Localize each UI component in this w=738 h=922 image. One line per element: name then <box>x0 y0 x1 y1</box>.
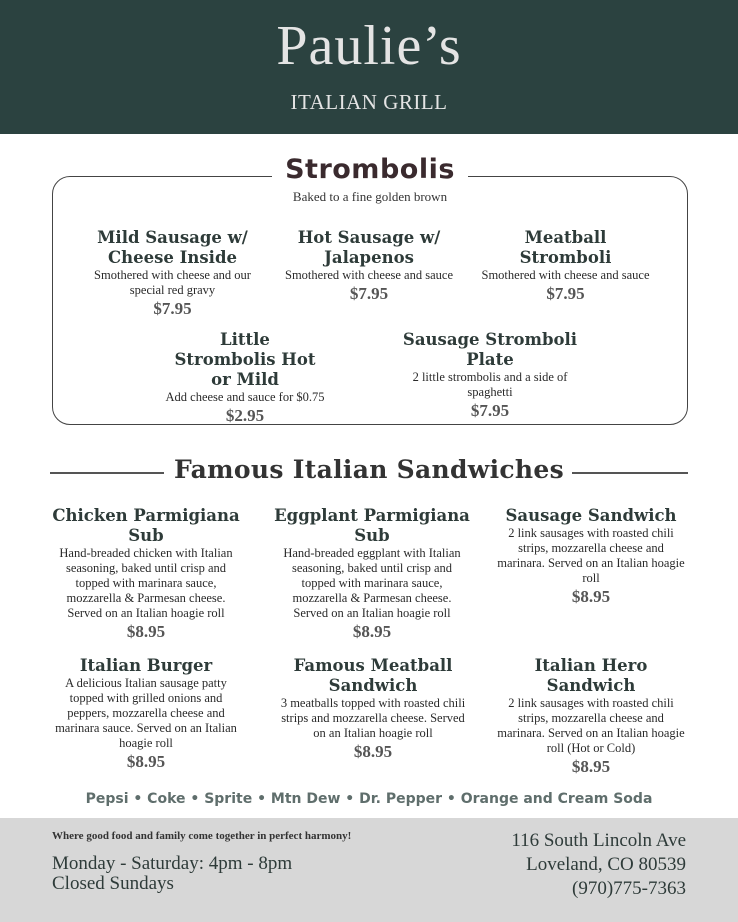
item-name: Sausage Stromboli Plate <box>402 330 578 369</box>
strombolis-subtitle: Baked to a fine golden brown <box>292 189 448 204</box>
item-name: Mild Sausage w/ Cheese Inside <box>97 228 248 267</box>
menu-item <box>285 228 453 304</box>
strombolis-title: Strombolis <box>285 154 455 185</box>
menu-item <box>496 656 686 777</box>
item-price: $2.95 <box>225 406 265 425</box>
drinks-list: Pepsi • Coke • Sprite • Mtn Dew • Dr. Pepper • Orange and Cream Soda <box>85 791 653 807</box>
header-banner <box>0 0 738 134</box>
item-price: $8.95 <box>126 622 166 641</box>
address-city: Loveland, CO 80539 <box>526 854 686 875</box>
tagline: Where good food and family come together in perfect harmony! <box>52 830 352 842</box>
restaurant-subtitle: ITALIAN GRILL <box>290 90 448 114</box>
item-desc: Add cheese and sauce for $0.75 <box>165 390 325 404</box>
item-price: $8.95 <box>571 587 611 606</box>
item-price: $8.95 <box>352 622 392 641</box>
menu-item <box>48 506 244 642</box>
item-name: Chicken Parmigiana Sub <box>52 506 240 545</box>
menu-item <box>48 656 244 772</box>
divider-left <box>50 472 164 474</box>
strombolis-heading <box>272 152 468 208</box>
address <box>511 829 686 901</box>
item-desc: A delicious Italian sausage patty topped with grilled onions and peppers, mozzarella cheese and marinara sauce. Served on an Italian hoagie roll <box>55 676 237 750</box>
hours-sunday: Closed Sundays <box>52 873 174 894</box>
item-price: $7.95 <box>546 284 585 303</box>
item-name: Meatball Stromboli <box>519 228 612 267</box>
item-desc: 3 meatballs topped with roasted chili strips and mozzarella cheese. Served on an Italian hoagie roll <box>280 696 466 740</box>
menu-item <box>395 330 585 421</box>
menu-item <box>274 506 470 642</box>
address-street: 116 South Lincoln Ave <box>511 830 686 851</box>
item-desc: 2 little strombolis and a side of spaghetti <box>412 370 568 399</box>
item-name: Little Strombolis Hot or Mild <box>174 330 316 389</box>
item-name: Sausage Sandwich <box>505 506 677 525</box>
menu-item <box>150 330 340 426</box>
item-name: Italian Burger <box>79 656 213 675</box>
item-desc: Hand-breaded eggplant with Italian seasoning, baked until crisp and topped with marinara sauce, mozzarella & Parmesan cheese. Served on an Italian hoagie roll <box>283 546 461 620</box>
footer <box>0 818 738 922</box>
item-name: Famous Meatball Sandwich <box>293 656 453 695</box>
item-desc: Smothered with cheese and sauce <box>285 268 453 282</box>
phone-number: (970)775-7363 <box>572 878 686 899</box>
item-name: Italian Hero Sandwich <box>534 656 648 695</box>
hours-weekday: Monday - Saturday: 4pm - 8pm <box>52 853 293 874</box>
menu-item <box>496 506 686 607</box>
item-price: $7.95 <box>153 299 192 318</box>
sandwiches-heading <box>0 455 738 484</box>
menu-item <box>278 656 468 762</box>
item-price: $8.95 <box>353 742 393 761</box>
item-desc: Smothered with cheese and our special red gravy <box>94 268 251 297</box>
item-price: $7.95 <box>470 401 510 420</box>
hours <box>52 854 292 894</box>
menu-item <box>478 228 653 304</box>
item-price: $8.95 <box>126 752 166 771</box>
item-name: Eggplant Parmigiana Sub <box>274 506 470 545</box>
item-desc: Hand-breaded chicken with Italian seasoning, baked until crisp and topped with marinara sauce, mozzarella & Parmesan cheese. Served on an Italian hoagie roll <box>59 546 233 620</box>
item-name: Hot Sausage w/ Jalapenos <box>297 228 441 267</box>
restaurant-name: Paulie’s <box>276 15 462 77</box>
item-desc: 2 link sausages with roasted chili strips, mozzarella cheese and marinara. Served on an Italian hoagie roll (Hot or Cold) <box>497 696 685 755</box>
item-price: $8.95 <box>571 757 611 776</box>
item-desc: Smothered with cheese and sauce <box>481 268 650 282</box>
divider-right <box>572 472 688 474</box>
menu-item <box>80 228 265 319</box>
item-price: $7.95 <box>349 284 389 303</box>
sandwiches-title: Famous Italian Sandwiches <box>174 455 564 484</box>
item-desc: 2 link sausages with roasted chili strips, mozzarella cheese and marinara. Served on an Italian hoagie roll <box>497 526 685 585</box>
